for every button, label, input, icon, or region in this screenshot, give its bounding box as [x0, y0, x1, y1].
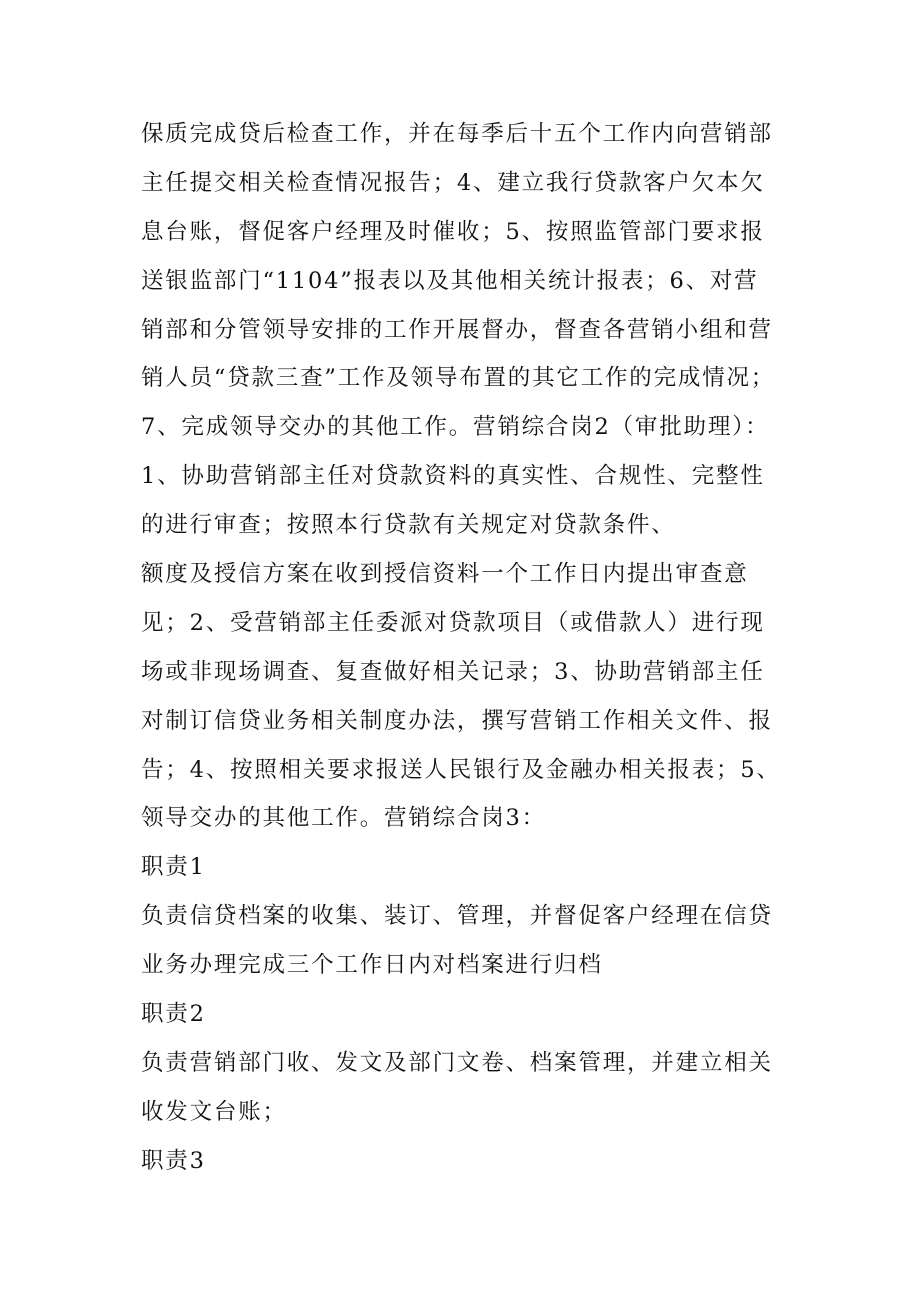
text-line-12: 场或非现场调查、复查做好相关记录；3、协助营销部主任: [141, 658, 765, 685]
text-line-20: 负责营销部门收、发文及部门文卷、档案管理，并建立相关: [141, 1049, 773, 1076]
text-line-21: 收发文台账；: [141, 1098, 287, 1125]
section-heading-3: 职责3: [141, 1147, 206, 1174]
text-line-14: 告；4、按照相关要求报送人民银行及金融办相关报表；5、: [141, 756, 781, 783]
text-line-18: 业务办理完成三个工作日内对档案进行归档: [141, 952, 603, 979]
text-line-17: 负责信贷档案的收集、装订、管理，并督促客户经理在信贷: [141, 903, 773, 930]
text-line-6: 销人员“贷款三查”工作及领导布置的其它工作的完成情况；: [141, 365, 776, 392]
text-line-4: 送银监部门“1104”报表以及其他相关统计报表；6、对营: [141, 267, 759, 294]
text-line-3: 息台账，督促客户经理及时催收；5、按照监管部门要求报: [141, 218, 765, 245]
text-line-1: 保质完成贷后检查工作，并在每季后十五个工作内向营销部: [141, 121, 773, 147]
text-line-11: 见；2、受营销部主任委派对贷款项目（或借款人）进行现: [141, 609, 765, 636]
text-line-2: 主任提交相关检查情况报告；4、建立我行贷款客户欠本欠: [141, 169, 765, 196]
text-line-13: 对制订信贷业务相关制度办法，撰写营销工作相关文件、报: [141, 707, 773, 734]
text-line-5: 销部和分管领导安排的工作开展督办，督查各营销小组和营: [141, 316, 773, 343]
text-line-10: 额度及授信方案在收到授信资料一个工作日内提出审查意: [141, 561, 749, 588]
text-line-8: 1、协助营销部主任对贷款资料的真实性、合规性、完整性: [141, 463, 765, 490]
text-line-9: 的进行审查；按照本行贷款有关规定对贷款条件、: [141, 512, 676, 539]
section-heading-1: 职责1: [141, 854, 206, 881]
document-body: [141, 110, 791, 1186]
section-heading-2: 职责2: [141, 1001, 206, 1028]
text-line-15: 领导交办的其他工作。营销综合岗3：: [141, 805, 546, 832]
text-line-7: 7、完成领导交办的其他工作。营销综合岗2（审批助理）：: [141, 414, 770, 441]
